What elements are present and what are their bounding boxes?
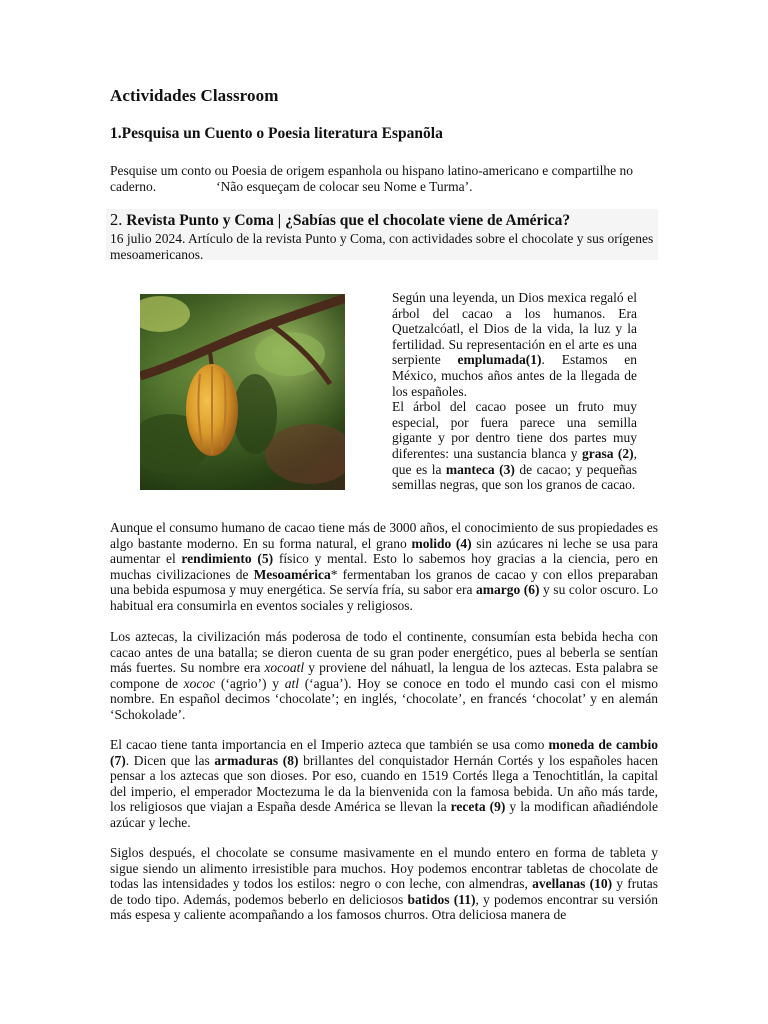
vocab-amargo: amargo (6) [475,582,540,598]
para2-text-a: Los aztecas, la civilización más poderosa de todo el continente, consumían esta bebida hecha con cacao antes de una batalla; se dieron cuenta de su gran poder energético, pues al beberla se sentían más fuertes. Su nombre era [110,629,658,676]
vocab-receta: receta (9) [450,799,506,815]
para3-text-a: El cacao tiene tanta importancia en el Imperio azteca que también se usa como [110,737,549,752]
para4-text-e: , y podemos encontrar su versión más espesa y caliente acompañando a los famosos churros. Otra deliciosa manera de [110,891,658,923]
vocab-mesoamerica: Mesoamérica [253,566,331,582]
para1-text-c: sin azúcares ni leche se usa para aumentar el [110,535,658,567]
para3-text-g: y la modifican añadiéndole azúcar y leche. [110,799,658,830]
vocab-batidos: batidos (11) [407,891,476,907]
intro-text-4: , que es la [392,445,637,477]
para1-text-i: y su color oscuro. Lo habitual era consumirla en eventos sociales y religiosos. [110,582,659,613]
vocab-rendimiento: rendimiento (5) [181,551,274,567]
vocab-manteca: manteca (3) [445,461,515,477]
intro-paragraph [392,290,637,493]
word-xocoatl: xocoatl [264,660,305,676]
paragraph-imperio [110,737,658,831]
section2-subtitle: 16 julio 2024. Artículo de la revista Punto y Coma, con actividades sobre el chocolate y sus orígenes mesoamericanos. [110,231,654,262]
vocab-grasa: grasa (2) [581,445,634,461]
para1-text-e: físico y mental. Esto lo sabemos hoy gracias a la ciencia, pero en muchas civilizaciones de [110,551,658,582]
section1-instruction: ‘Não esqueçam de colocar seu Nome e Turma’. [216,179,473,194]
para1-text-g: * fermentaban los granos de cacao y con ellos preparaban una bebida espumosa y muy energética. Se servía fría, su sabor era [110,566,658,598]
intro-text-3: El árbol del cacao posee un fruto muy especial, por fuera parece una semilla gigante y por dentro tiene dos partes muy diferentes: una sustancia blanca y [392,399,637,461]
paragraph-aztecas [110,629,658,723]
para4-text-a: Siglos después, el chocolate se consume masivamente en el mundo entero en forma de tableta y sigue siendo un alimento irresistible para muchos. Hoy podemos encontrar tabletas de chocolate de todas las intensidades y todos los estilos: negro o con leche, con almendras, [110,845,658,892]
section1-body: Pesquise um conto ou Poesia de origem espanhola ou hispano latino-americano e compartilhe no caderno. [110,163,633,194]
para4-text-c: y frutas de todo tipo. Además, podemos beberlo en deliciosos [110,876,658,907]
intro-text-5: de cacao; y pequeñas semillas negras, que son los granos de cacao. [392,461,637,493]
vocab-moneda-de-cambio: moneda de cambio (7) [110,737,658,768]
para3-text-c: . Dicen que las [125,752,215,768]
vocab-armaduras: armaduras (8) [214,752,299,768]
para3-text-e: brillantes del conquistador Hernán Cortés y los españoles hacen pensar a los aztecas que son dioses. Por eso, cuando en 1519 Cortés llega a Tenochtitlán, la capital del imperio, el emperador Moctezuma le da la bienvenida con la famosa bebida. Un año más tarde, los religiosos que viajan a España desde América se llevan la [110,752,658,815]
word-atl: atl [284,675,299,691]
vocab-molido: molido (4) [411,535,472,551]
para2-text-g: (‘agua’). Hoy se conoce en todo el mundo casi con el mismo nombre. En español decimos ‘chocolate’; en inglés, ‘chocolate’, en francés ‘chocolat’ y en alemán ‘Schokolade’. [110,675,658,722]
vocab-avellanas: avellanas (10) [532,876,613,892]
para2-text-c: y proviene del náhuatl, la lengua de los aztecas. Esta palabra se compone de [110,660,658,691]
section2-number: 2. [110,210,123,229]
intro-text-2: . Estamos en México, muchos años antes de la llegada de los españoles. [392,352,637,399]
section2-title: Revista Punto y Coma | ¿Sabías que el chocolate viene de América? [126,212,571,229]
section1-heading: 1.Pesquisa un Cuento o Poesia literatura Espanõla [110,125,443,142]
section1-text [110,163,658,195]
vocab-emplumada: emplumada(1) [457,352,542,368]
cacao-pod-illustration [140,294,345,490]
intro-text-1: Según una leyenda, un Dios mexica regaló el árbol del cacao a los humanos. Era Quetzalcóatl, el Dios de la vida, la luz y la fertilidad. Su representación en el arte es una serpiente [392,290,637,368]
page-title: Actividades Classroom [110,86,279,105]
paragraph-siglos [110,845,658,923]
paragraph-consumo [110,520,658,614]
para1-text-a: Aunque el consumo humano de cacao tiene más de 3000 años, el conocimiento de sus propiedades es algo bastante moderno. En su forma natural, el grano [110,520,658,551]
section2-header-box [106,209,658,260]
cacao-pod-image [140,294,345,490]
para2-text-e: (‘agrio’) y [215,675,285,691]
word-xococ: xococ [183,675,216,691]
section2-heading [110,209,658,231]
